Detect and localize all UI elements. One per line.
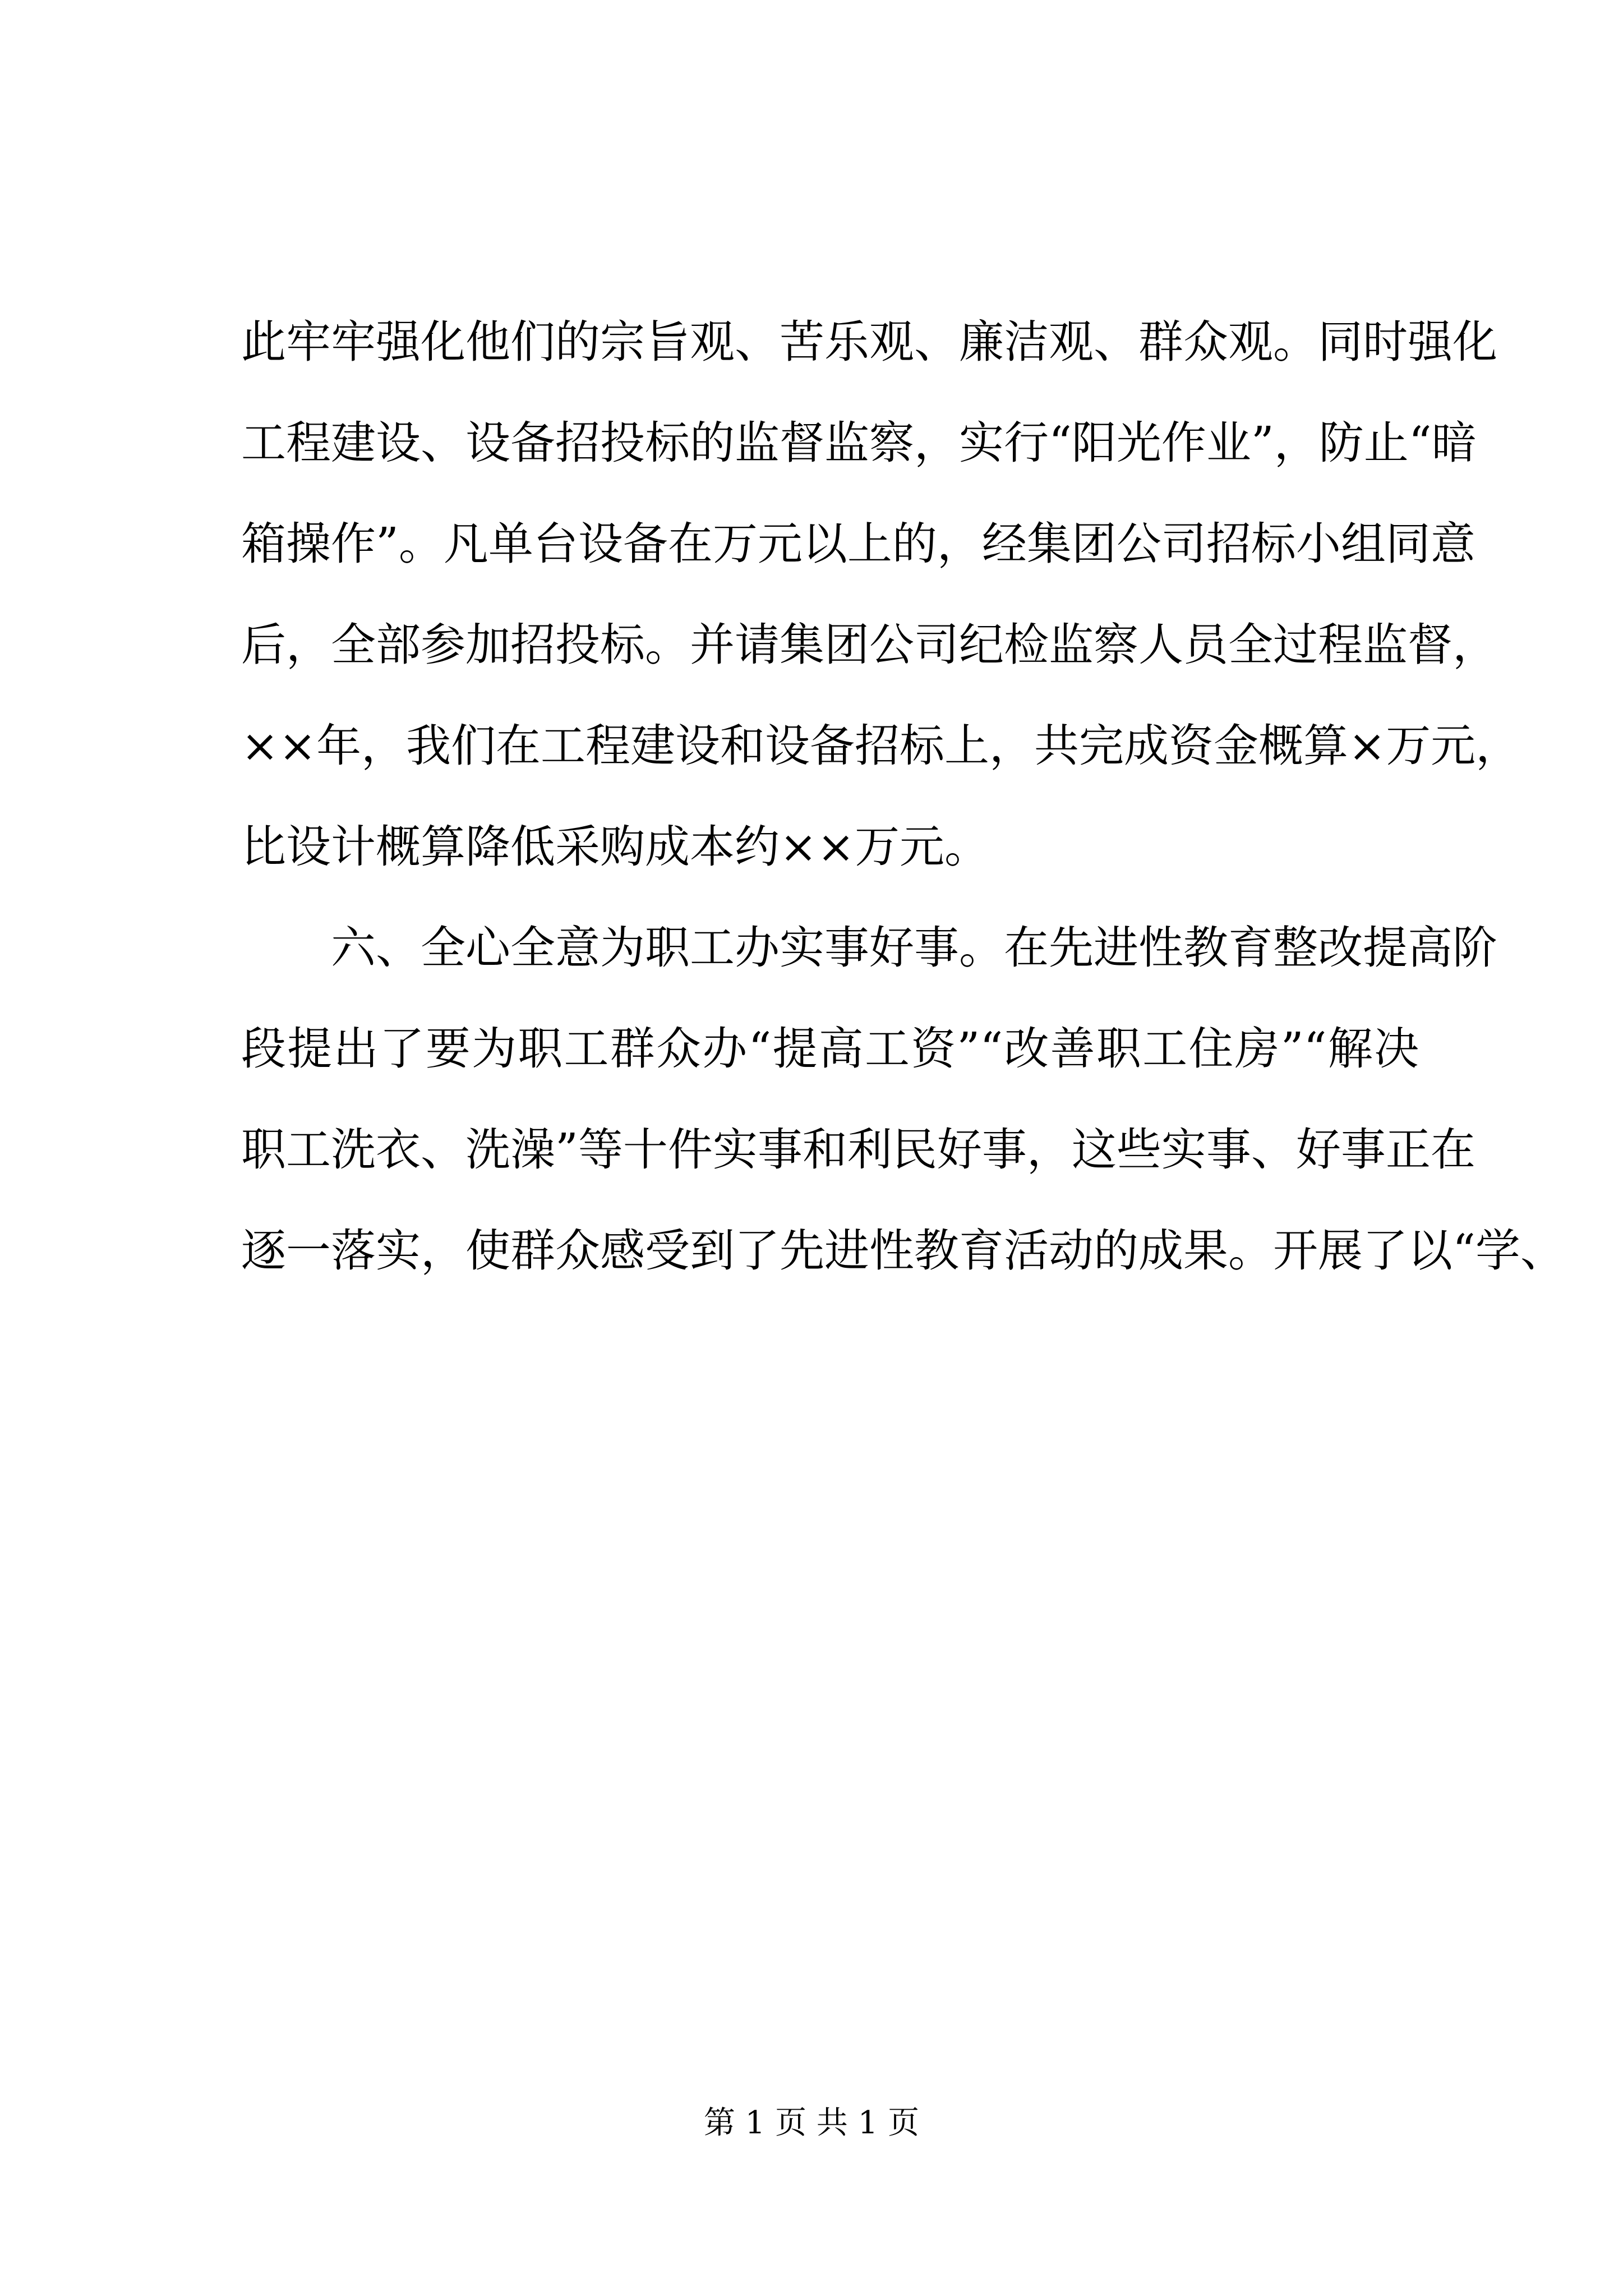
paragraph-line: 段提出了要为职工群众办“提高工资”“改善职工住房”“解决: [241, 1023, 1419, 1075]
paragraph-line: 此牢牢强化他们的宗旨观、苦乐观、廉洁观、群众观。同时强化: [241, 316, 1497, 368]
paragraph-line: 逐一落实，使群众感受到了先进性教育活动的成果。开展了以“学、: [241, 1225, 1565, 1277]
paragraph-line: 工程建设、设备招投标的监督监察，实行“阳光作业”，防止“暗: [241, 417, 1477, 469]
paragraph-line: ××年，我们在工程建设和设备招标上，共完成资金概算×万元，: [241, 720, 1521, 772]
paragraph-line: 六、全心全意为职工办实事好事。在先进性教育整改提高阶: [331, 922, 1497, 974]
page-footer: 第 1 页 共 1 页: [703, 2105, 920, 2141]
paragraph-line: 箱操作”。凡单台设备在万元以上的，经集团公司招标小组同意: [241, 518, 1476, 570]
paragraph-2: [241, 898, 1565, 1301]
document-body: [241, 292, 1565, 1301]
paragraph-line: 比设计概算降低采购成本约××万元。: [241, 821, 990, 873]
paragraph-line: 后，全部参加招投标。并请集团公司纪检监察人员全过程监督，: [241, 619, 1497, 671]
paragraph-1: [241, 292, 1521, 898]
paragraph-line: 职工洗衣、洗澡”等十件实事和利民好事，这些实事、好事正在: [241, 1124, 1476, 1176]
